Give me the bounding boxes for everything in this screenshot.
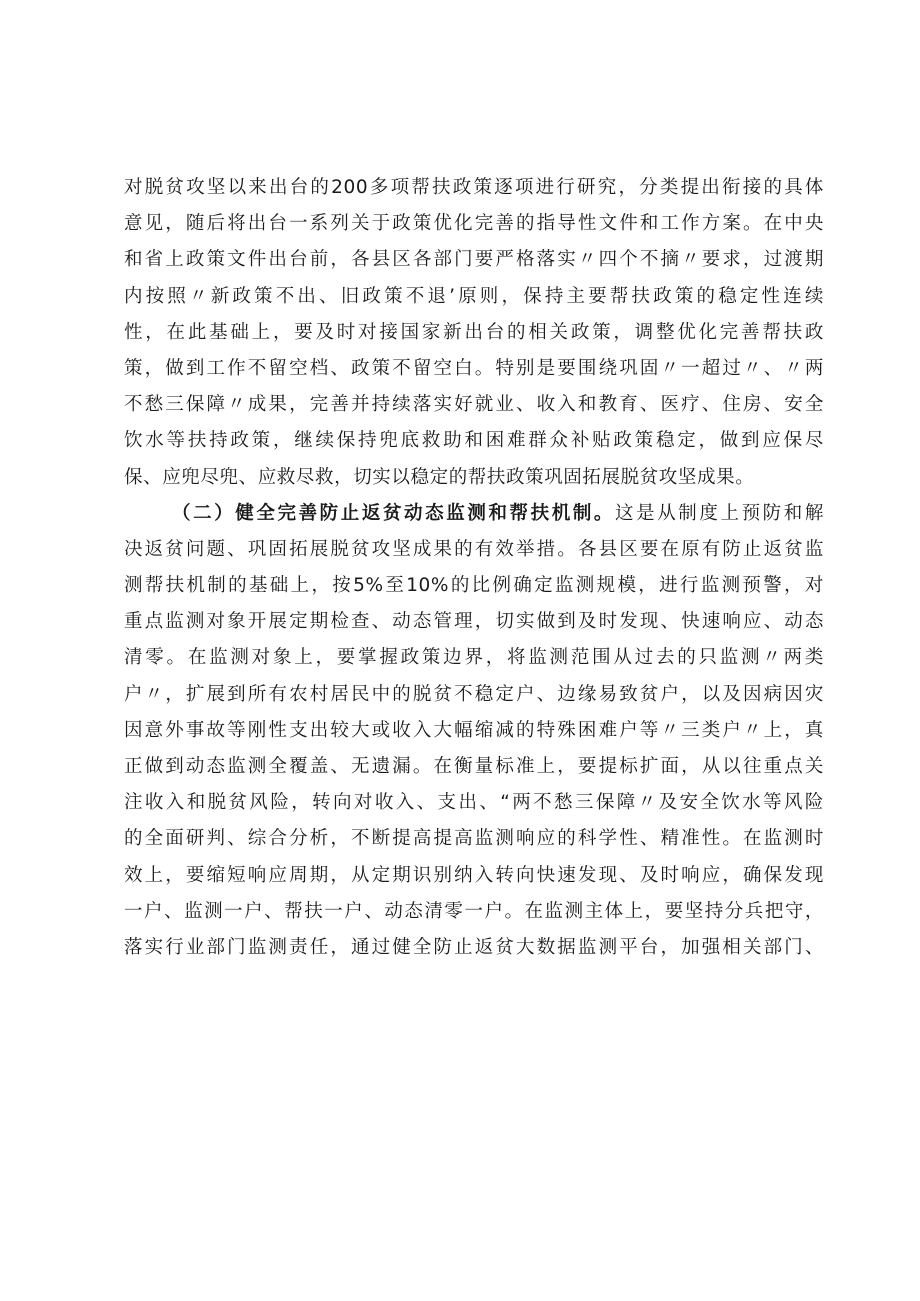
paragraph-monitoring-mechanism (124, 496, 824, 966)
text-line: 测帮扶机制的基础上，按5%至10%的比例确定监测规模，进行监测预警，对 (124, 575, 824, 597)
text-line: 落实行业部门监测责任，通过健全防止返贫大数据监测平台，加强相关部门、 (124, 936, 824, 958)
text-line: 内按照〃新政策不出、旧政策不退’原则，保持主要帮扶政策的稳定性连续 (124, 285, 824, 307)
text-line: 饮水等扶持政策，继续保持兜底救助和困难群众补贴政策稳定，做到应保尽 (124, 430, 824, 452)
text-line: 决返贫问题、巩固拓展脱贫攻坚成果的有效举措。各县区要在原有防止返贫监 (124, 538, 824, 560)
section-heading-line (124, 496, 824, 532)
text-line: 保、应兜尽兜、应救尽救，切实以稳定的帮扶政策巩固拓展脱贫攻坚成果。 (124, 466, 755, 488)
text-line: 效上，要缩短响应周期，从定期识别纳入转向快速发现、及时响应，确保发现 (124, 864, 824, 886)
text-line: 不愁三保障〃成果，完善并持续落实好就业、收入和教育、医疗、住房、安全 (124, 394, 824, 416)
text-line: 户〃，扩展到所有农村居民中的脱贫不稳定户、边缘易致贫户，以及因病因灾 (124, 683, 824, 705)
text-line: 因意外事故等刚性支出较大或收入大幅缩减的特殊困难户等〃三类户〃上，真 (124, 719, 824, 741)
section-heading: （二）健全完善防止返贫动态监测和帮扶机制。 (172, 502, 616, 524)
text-line: 意见，随后将出台一系列关于政策优化完善的指导性文件和工作方案。在中央 (124, 213, 824, 235)
text-line: 正做到动态监测全覆盖、无遗漏。在衡量标准上，要提标扩面，从以往重点关 (124, 756, 824, 777)
text-line: 性，在此基础上，要及时对接国家新出台的相关政策，调整优化完善帮扶政 (124, 321, 824, 343)
text-line: 注收入和脱贫风险，转向对收入、支出、“两不愁三保障〃及安全饮水等风险 (124, 792, 824, 814)
paragraph-policy-stability (124, 170, 824, 496)
text-line: 一户、监测一户、帮扶一户、动态清零一户。在监测主体上，要坚持分兵把守， (124, 900, 824, 922)
text-line: 清零。在监测对象上，要掌握政策边界，将监测范围从过去的只监测〃两类 (124, 647, 824, 669)
text-line: 重点监测对象开展定期检查、动态管理，切实做到及时发现、快速响应、动态 (124, 611, 824, 633)
body-text (124, 170, 824, 966)
text-line: 的全面研判、综合分析，不断提高提高监测响应的科学性、精准性。在监测时 (124, 828, 824, 850)
text-line: 策，做到工作不留空档、政策不留空白。特别是要围绕巩固〃一超过〃、〃两 (124, 357, 824, 379)
heading-line-text: 这是从制度上预防和解 (615, 502, 824, 524)
text-line: 和省上政策文件出台前，各县区各部门要严格落实〃四个不摘〃要求，过渡期 (124, 249, 824, 271)
text-line: 对脱贫攻坚以来出台的200多项帮扶政策逐项进行研究，分类提出衔接的具体 (124, 177, 824, 198)
